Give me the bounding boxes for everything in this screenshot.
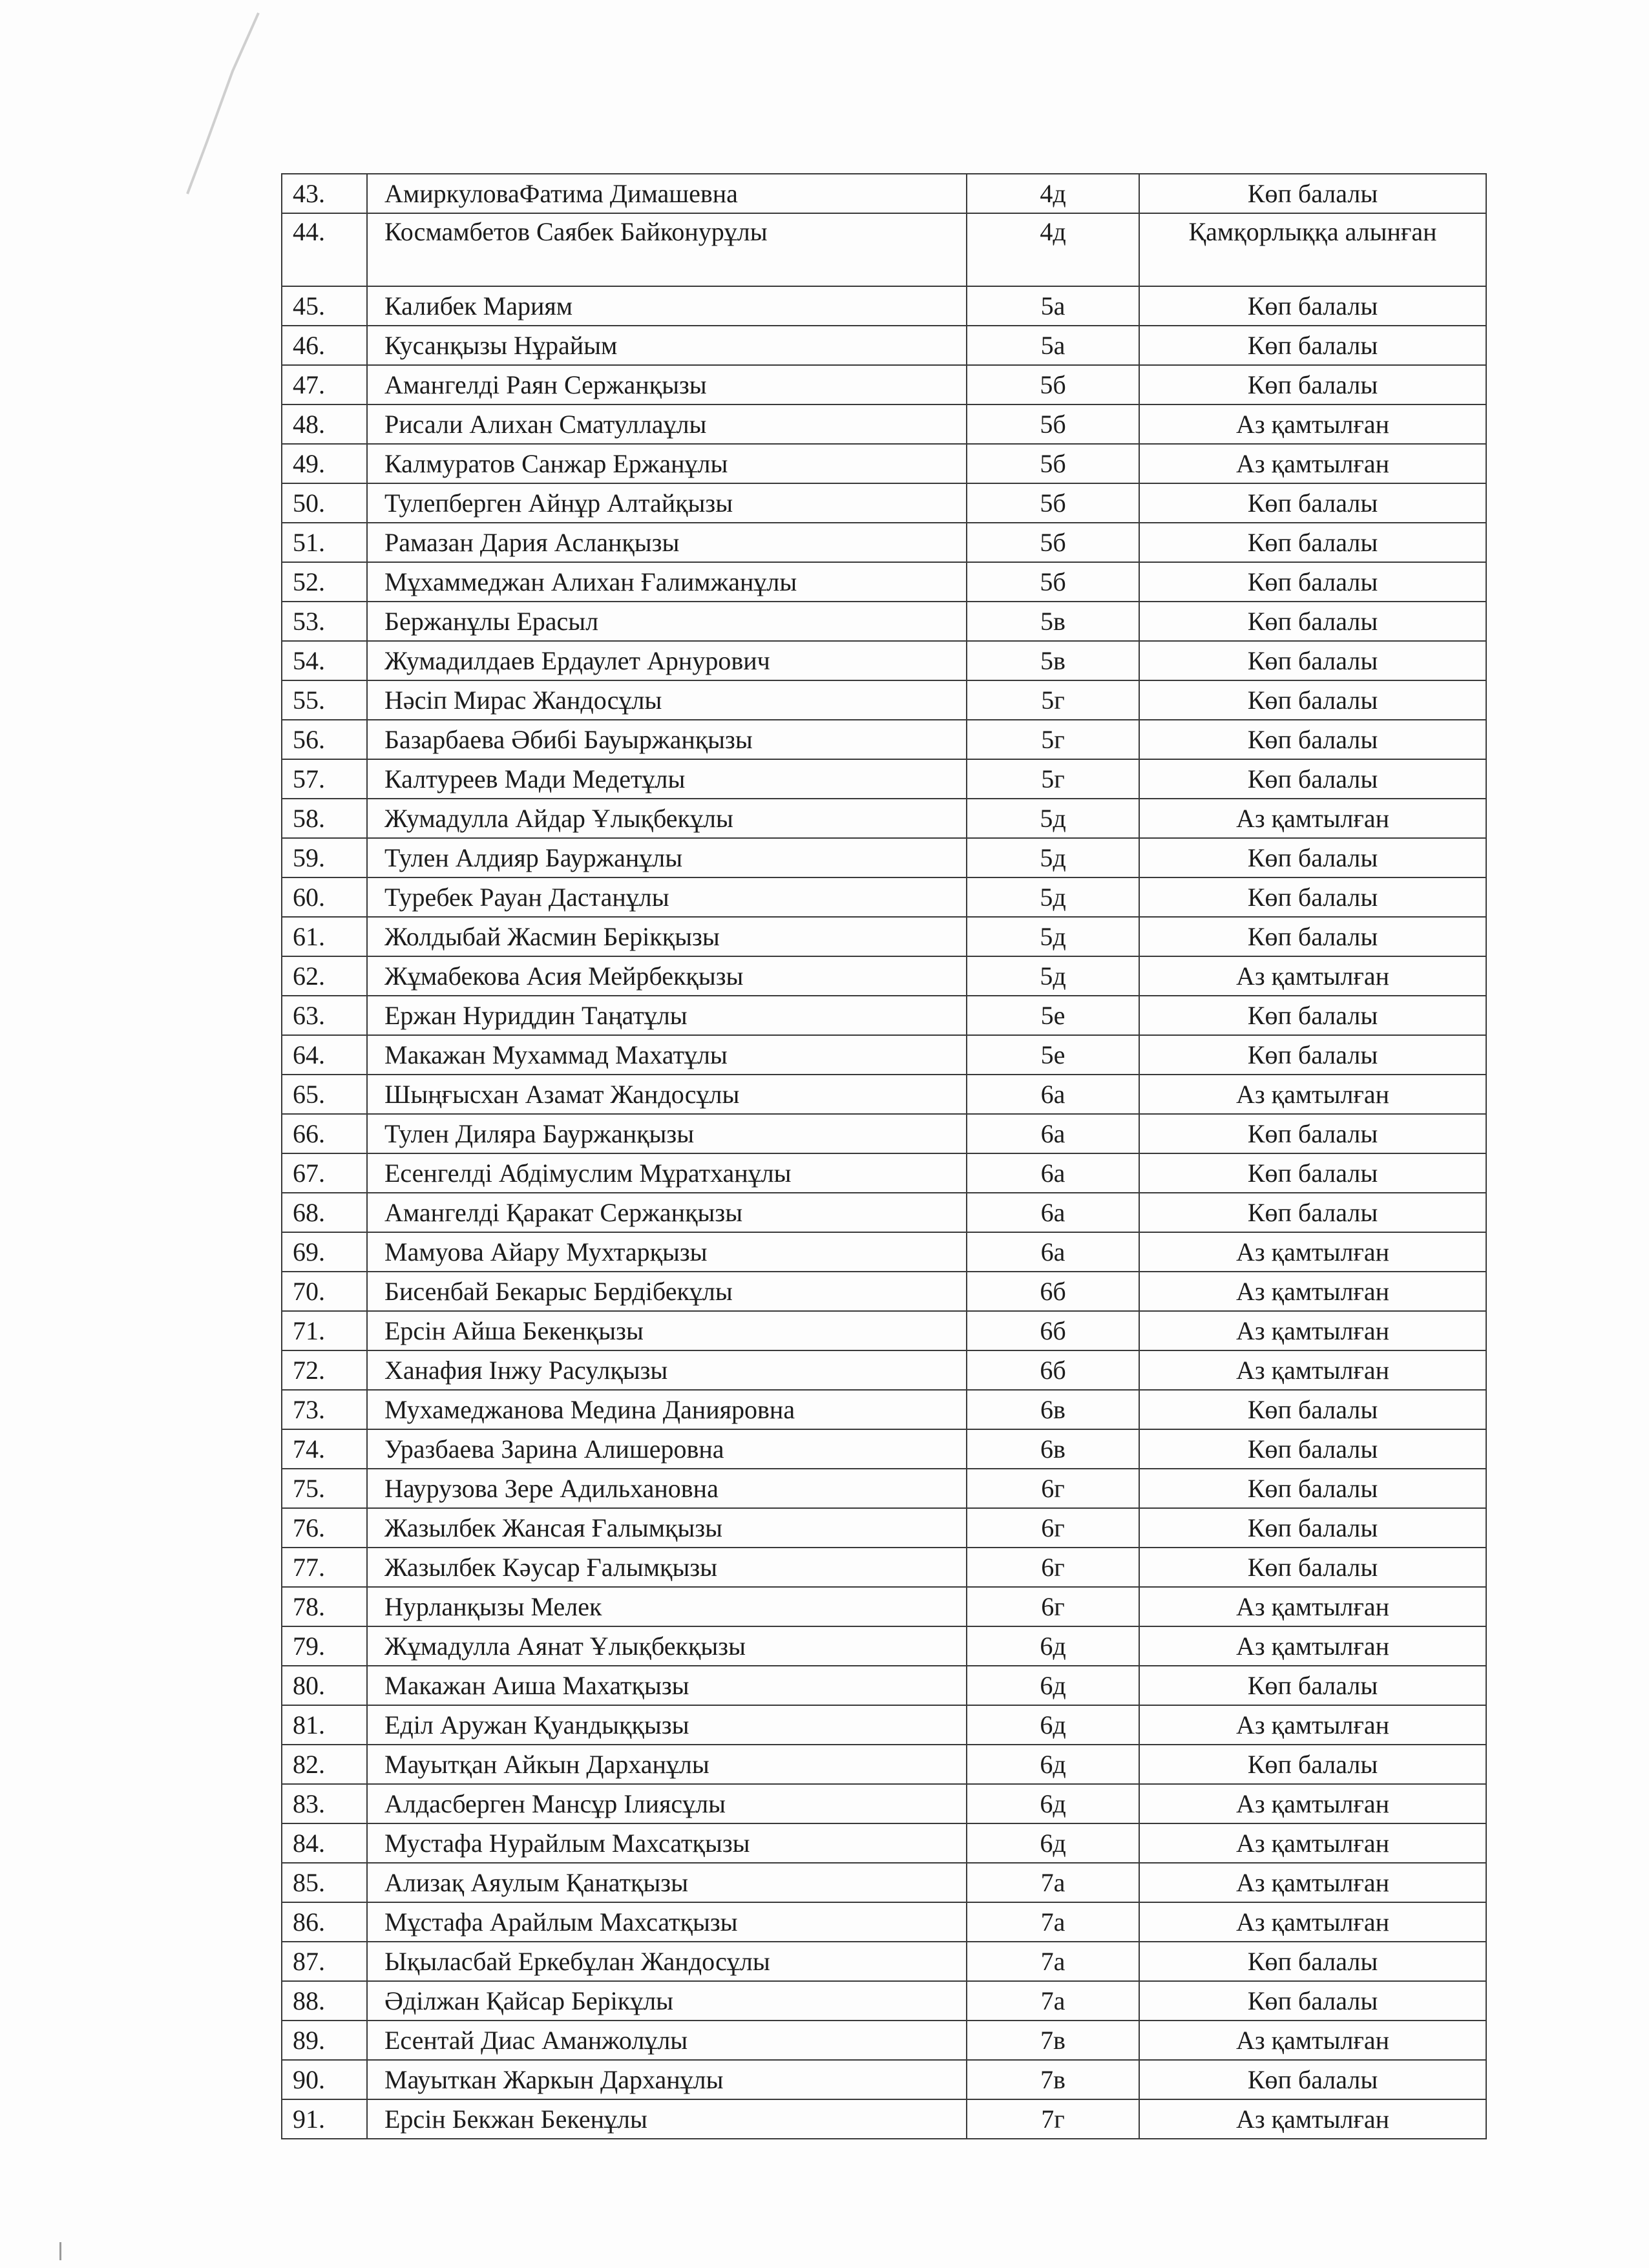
table-row bbox=[282, 1508, 1486, 1548]
row-number: 84. bbox=[282, 1823, 367, 1863]
status-cell: Көп балалы bbox=[1139, 877, 1486, 917]
row-number: 43. bbox=[282, 174, 367, 213]
class-cell: 5е bbox=[967, 1035, 1139, 1075]
row-number: 80. bbox=[282, 1666, 367, 1705]
student-name: Рамазан Дария Асланқызы bbox=[367, 523, 967, 562]
class-cell: 5д bbox=[967, 956, 1139, 996]
table-row bbox=[282, 444, 1486, 483]
status-cell: Аз қамтылған bbox=[1139, 1311, 1486, 1350]
student-name: Есентай Диас Аманжолұлы bbox=[367, 2021, 967, 2060]
status-cell: Көп балалы bbox=[1139, 1548, 1486, 1587]
class-cell: 6а bbox=[967, 1114, 1139, 1153]
row-number: 82. bbox=[282, 1745, 367, 1784]
class-cell: 6г bbox=[967, 1508, 1139, 1548]
row-number: 68. bbox=[282, 1193, 367, 1232]
status-cell: Көп балалы bbox=[1139, 365, 1486, 404]
class-cell: 6а bbox=[967, 1193, 1139, 1232]
table-row bbox=[282, 1745, 1486, 1784]
table-row bbox=[282, 996, 1486, 1035]
table-row bbox=[282, 1942, 1486, 1981]
status-cell: Көп балалы bbox=[1139, 759, 1486, 799]
student-name: Мустафа Нурайлым Махсатқызы bbox=[367, 1823, 967, 1863]
table-row bbox=[282, 286, 1486, 326]
table-row bbox=[282, 174, 1486, 213]
row-number: 52. bbox=[282, 562, 367, 602]
class-cell: 7г bbox=[967, 2099, 1139, 2139]
student-name: Макажан Аиша Махатқызы bbox=[367, 1666, 967, 1705]
row-number: 87. bbox=[282, 1942, 367, 1981]
table-row bbox=[282, 1587, 1486, 1626]
table-row bbox=[282, 1902, 1486, 1942]
table-row bbox=[282, 404, 1486, 444]
table-row bbox=[282, 1035, 1486, 1075]
student-name: Кусанқызы Нұрайым bbox=[367, 326, 967, 365]
status-cell: Көп балалы bbox=[1139, 1390, 1486, 1429]
row-number: 77. bbox=[282, 1548, 367, 1587]
student-name: Ықыласбай Еркебұлан Жандосұлы bbox=[367, 1942, 967, 1981]
class-cell: 6а bbox=[967, 1232, 1139, 1272]
class-cell: 6б bbox=[967, 1311, 1139, 1350]
row-number: 89. bbox=[282, 2021, 367, 2060]
table-row bbox=[282, 641, 1486, 680]
row-number: 76. bbox=[282, 1508, 367, 1548]
row-number: 62. bbox=[282, 956, 367, 996]
row-number: 91. bbox=[282, 2099, 367, 2139]
class-cell: 7а bbox=[967, 1863, 1139, 1902]
class-cell: 5б bbox=[967, 365, 1139, 404]
status-cell: Көп балалы bbox=[1139, 1429, 1486, 1469]
table-row bbox=[282, 562, 1486, 602]
student-name: Туребек Рауан Дастанұлы bbox=[367, 877, 967, 917]
row-number: 69. bbox=[282, 1232, 367, 1272]
status-cell: Көп балалы bbox=[1139, 562, 1486, 602]
status-cell: Көп балалы bbox=[1139, 917, 1486, 956]
status-cell: Қамқорлыққа алынған bbox=[1139, 213, 1486, 286]
class-cell: 5а bbox=[967, 286, 1139, 326]
student-name: Ерсін Бекжан Бекенұлы bbox=[367, 2099, 967, 2139]
student-name: Тулен Алдияр Бауржанұлы bbox=[367, 838, 967, 877]
table-row bbox=[282, 1311, 1486, 1350]
table-row bbox=[282, 1153, 1486, 1193]
status-cell: Көп балалы bbox=[1139, 838, 1486, 877]
row-number: 90. bbox=[282, 2060, 367, 2099]
student-name: Мауыткан Жаркын Дарханұлы bbox=[367, 2060, 967, 2099]
status-cell: Аз қамтылған bbox=[1139, 404, 1486, 444]
status-cell: Көп балалы bbox=[1139, 996, 1486, 1035]
status-cell: Көп балалы bbox=[1139, 2060, 1486, 2099]
student-name: Ерсін Айша Бекенқызы bbox=[367, 1311, 967, 1350]
class-cell: 5а bbox=[967, 326, 1139, 365]
student-name: Нәсіп Мирас Жандосұлы bbox=[367, 680, 967, 720]
student-name: Ержан Нуриддин Таңатұлы bbox=[367, 996, 967, 1035]
status-cell: Аз қамтылған bbox=[1139, 1350, 1486, 1390]
class-cell: 6д bbox=[967, 1705, 1139, 1745]
student-name: Әділжан Қайсар Берікұлы bbox=[367, 1981, 967, 2021]
student-name: Рисали Алихан Сматуллаұлы bbox=[367, 404, 967, 444]
class-cell: 6а bbox=[967, 1075, 1139, 1114]
student-name: Жумадулла Айдар Ұлықбекұлы bbox=[367, 799, 967, 838]
class-cell: 7а bbox=[967, 1902, 1139, 1942]
student-name: Амангелді Раян Сержанқызы bbox=[367, 365, 967, 404]
class-cell: 6д bbox=[967, 1784, 1139, 1823]
status-cell: Көп балалы bbox=[1139, 1114, 1486, 1153]
table-row bbox=[282, 917, 1486, 956]
status-cell: Көп балалы bbox=[1139, 286, 1486, 326]
table-row bbox=[282, 956, 1486, 996]
row-number: 49. bbox=[282, 444, 367, 483]
table-row bbox=[282, 1548, 1486, 1587]
student-name: Есенгелді Абдімуслим Мұратханұлы bbox=[367, 1153, 967, 1193]
student-name: Ализақ Аяулым Қанатқызы bbox=[367, 1863, 967, 1902]
row-number: 45. bbox=[282, 286, 367, 326]
student-name: Базарбаева Әбибі Бауыржанқызы bbox=[367, 720, 967, 759]
student-name: Амангелді Қаракат Сержанқызы bbox=[367, 1193, 967, 1232]
student-name: Тулен Диляра Бауржанқызы bbox=[367, 1114, 967, 1153]
class-cell: 5б bbox=[967, 404, 1139, 444]
student-name: Космамбетов Саябек Байконурұлы bbox=[367, 213, 967, 286]
status-cell: Аз қамтылған bbox=[1139, 1587, 1486, 1626]
class-cell: 6д bbox=[967, 1823, 1139, 1863]
student-name: Ханафия Інжу Расулқызы bbox=[367, 1350, 967, 1390]
table-row bbox=[282, 759, 1486, 799]
table-row bbox=[282, 1193, 1486, 1232]
student-name: Жазылбек Кәусар Ғалымқызы bbox=[367, 1548, 967, 1587]
student-name: Бержанұлы Ерасыл bbox=[367, 602, 967, 641]
row-number: 53. bbox=[282, 602, 367, 641]
student-name: Жұмадулла Аянат Ұлықбекқызы bbox=[367, 1626, 967, 1666]
status-cell: Көп балалы bbox=[1139, 1745, 1486, 1784]
table-row bbox=[282, 1626, 1486, 1666]
row-number: 57. bbox=[282, 759, 367, 799]
row-number: 66. bbox=[282, 1114, 367, 1153]
class-cell: 4д bbox=[967, 174, 1139, 213]
table-row bbox=[282, 720, 1486, 759]
status-cell: Көп балалы bbox=[1139, 523, 1486, 562]
class-cell: 6г bbox=[967, 1469, 1139, 1508]
status-cell: Аз қамтылған bbox=[1139, 1232, 1486, 1272]
table-row bbox=[282, 602, 1486, 641]
class-cell: 6г bbox=[967, 1548, 1139, 1587]
row-number: 72. bbox=[282, 1350, 367, 1390]
class-cell: 5б bbox=[967, 444, 1139, 483]
table-body bbox=[282, 174, 1486, 2139]
row-number: 81. bbox=[282, 1705, 367, 1745]
row-number: 88. bbox=[282, 1981, 367, 2021]
status-cell: Аз қамтылған bbox=[1139, 799, 1486, 838]
student-name: Уразбаева Зарина Алишеровна bbox=[367, 1429, 967, 1469]
row-number: 48. bbox=[282, 404, 367, 444]
row-number: 61. bbox=[282, 917, 367, 956]
table-row bbox=[282, 1390, 1486, 1429]
status-cell: Аз қамтылған bbox=[1139, 1823, 1486, 1863]
class-cell: 5б bbox=[967, 523, 1139, 562]
student-name: Калмуратов Санжар Ержанұлы bbox=[367, 444, 967, 483]
row-number: 83. bbox=[282, 1784, 367, 1823]
row-number: 74. bbox=[282, 1429, 367, 1469]
row-number: 67. bbox=[282, 1153, 367, 1193]
table-row bbox=[282, 1469, 1486, 1508]
class-cell: 5б bbox=[967, 483, 1139, 523]
row-number: 85. bbox=[282, 1863, 367, 1902]
student-name: Мухамеджанова Медина Данияровна bbox=[367, 1390, 967, 1429]
status-cell: Көп балалы bbox=[1139, 1035, 1486, 1075]
class-cell: 5д bbox=[967, 917, 1139, 956]
status-cell: Көп балалы bbox=[1139, 1193, 1486, 1232]
class-cell: 5г bbox=[967, 720, 1139, 759]
class-cell: 5д bbox=[967, 838, 1139, 877]
row-number: 71. bbox=[282, 1311, 367, 1350]
status-cell: Көп балалы bbox=[1139, 1981, 1486, 2021]
student-name: Тулепберген Айнұр Алтайқызы bbox=[367, 483, 967, 523]
table-row bbox=[282, 799, 1486, 838]
table-row bbox=[282, 1272, 1486, 1311]
table-row bbox=[282, 877, 1486, 917]
row-number: 86. bbox=[282, 1902, 367, 1942]
status-cell: Көп балалы bbox=[1139, 1469, 1486, 1508]
row-number: 73. bbox=[282, 1390, 367, 1429]
row-number: 50. bbox=[282, 483, 367, 523]
table-row bbox=[282, 483, 1486, 523]
row-number: 60. bbox=[282, 877, 367, 917]
status-cell: Аз қамтылған bbox=[1139, 1626, 1486, 1666]
row-number: 59. bbox=[282, 838, 367, 877]
student-name: Еділ Аружан Қуандыққызы bbox=[367, 1705, 967, 1745]
status-cell: Көп балалы bbox=[1139, 1942, 1486, 1981]
table-row bbox=[282, 2021, 1486, 2060]
row-number: 46. bbox=[282, 326, 367, 365]
class-cell: 5б bbox=[967, 562, 1139, 602]
class-cell: 5д bbox=[967, 799, 1139, 838]
row-number: 56. bbox=[282, 720, 367, 759]
table-row bbox=[282, 1981, 1486, 2021]
row-number: 65. bbox=[282, 1075, 367, 1114]
class-cell: 7в bbox=[967, 2021, 1139, 2060]
class-cell: 6в bbox=[967, 1390, 1139, 1429]
class-cell: 6д bbox=[967, 1745, 1139, 1784]
student-name: АмиркуловаФатима Димашевна bbox=[367, 174, 967, 213]
table-row bbox=[282, 1075, 1486, 1114]
student-name: Нурланқызы Мелек bbox=[367, 1587, 967, 1626]
student-name: Мұхаммеджан Алихан Ғалимжанұлы bbox=[367, 562, 967, 602]
student-name: Алдасберген Мансұр Ілиясұлы bbox=[367, 1784, 967, 1823]
row-number: 47. bbox=[282, 365, 367, 404]
status-cell: Аз қамтылған bbox=[1139, 1272, 1486, 1311]
table-row bbox=[282, 365, 1486, 404]
class-cell: 4д bbox=[967, 213, 1139, 286]
row-number: 54. bbox=[282, 641, 367, 680]
class-cell: 5г bbox=[967, 759, 1139, 799]
status-cell: Көп балалы bbox=[1139, 720, 1486, 759]
class-cell: 5в bbox=[967, 641, 1139, 680]
student-name: Макажан Мухаммад Махатұлы bbox=[367, 1035, 967, 1075]
class-cell: 5г bbox=[967, 680, 1139, 720]
student-name: Жұмабекова Асия Мейрбекқызы bbox=[367, 956, 967, 996]
table-row bbox=[282, 1350, 1486, 1390]
table-row bbox=[282, 1666, 1486, 1705]
table-row bbox=[282, 1429, 1486, 1469]
status-cell: Көп балалы bbox=[1139, 326, 1486, 365]
row-number: 78. bbox=[282, 1587, 367, 1626]
row-number: 64. bbox=[282, 1035, 367, 1075]
status-cell: Аз қамтылған bbox=[1139, 1075, 1486, 1114]
status-cell: Көп балалы bbox=[1139, 1666, 1486, 1705]
class-cell: 5е bbox=[967, 996, 1139, 1035]
class-cell: 6в bbox=[967, 1429, 1139, 1469]
status-cell: Көп балалы bbox=[1139, 680, 1486, 720]
status-cell: Көп балалы bbox=[1139, 602, 1486, 641]
status-cell: Көп балалы bbox=[1139, 641, 1486, 680]
student-name: Жолдыбай Жасмин Берікқызы bbox=[367, 917, 967, 956]
table-row bbox=[282, 2099, 1486, 2139]
student-name: Жумадилдаев Ердаулет Арнурович bbox=[367, 641, 967, 680]
student-name: Жазылбек Жансая Ғалымқызы bbox=[367, 1508, 967, 1548]
table-row bbox=[282, 326, 1486, 365]
status-cell: Аз қамтылған bbox=[1139, 444, 1486, 483]
student-name: Мауытқан Айкын Дарханұлы bbox=[367, 1745, 967, 1784]
table-row bbox=[282, 1863, 1486, 1902]
status-cell: Көп балалы bbox=[1139, 174, 1486, 213]
status-cell: Аз қамтылған bbox=[1139, 956, 1486, 996]
table-row bbox=[282, 2060, 1486, 2099]
class-cell: 5д bbox=[967, 877, 1139, 917]
class-cell: 5в bbox=[967, 602, 1139, 641]
student-name: Шыңғысхан Азамат Жандосұлы bbox=[367, 1075, 967, 1114]
row-number: 79. bbox=[282, 1626, 367, 1666]
row-number: 44. bbox=[282, 213, 367, 286]
class-cell: 7в bbox=[967, 2060, 1139, 2099]
class-cell: 6б bbox=[967, 1350, 1139, 1390]
student-name: Наурузова Зере Адильхановна bbox=[367, 1469, 967, 1508]
class-cell: 6д bbox=[967, 1666, 1139, 1705]
status-cell: Аз қамтылған bbox=[1139, 1902, 1486, 1942]
student-name: Мұстафа Арайлым Махсатқызы bbox=[367, 1902, 967, 1942]
status-cell: Көп балалы bbox=[1139, 483, 1486, 523]
class-cell: 6б bbox=[967, 1272, 1139, 1311]
table-row bbox=[282, 1705, 1486, 1745]
status-cell: Аз қамтылған bbox=[1139, 2099, 1486, 2139]
student-name: Бисенбай Бекарыс Бердібекұлы bbox=[367, 1272, 967, 1311]
status-cell: Аз қамтылған bbox=[1139, 1863, 1486, 1902]
table-row bbox=[282, 1232, 1486, 1272]
student-name: Калтуреев Мади Медетұлы bbox=[367, 759, 967, 799]
student-table bbox=[281, 173, 1487, 2139]
row-number: 55. bbox=[282, 680, 367, 720]
row-number: 63. bbox=[282, 996, 367, 1035]
table-row bbox=[282, 1784, 1486, 1823]
row-number: 51. bbox=[282, 523, 367, 562]
class-cell: 6а bbox=[967, 1153, 1139, 1193]
class-cell: 7а bbox=[967, 1942, 1139, 1981]
status-cell: Аз қамтылған bbox=[1139, 1705, 1486, 1745]
student-name: Калибек Мариям bbox=[367, 286, 967, 326]
status-cell: Аз қамтылған bbox=[1139, 2021, 1486, 2060]
table-row bbox=[282, 523, 1486, 562]
status-cell: Көп балалы bbox=[1139, 1508, 1486, 1548]
class-cell: 7а bbox=[967, 1981, 1139, 2021]
row-number: 75. bbox=[282, 1469, 367, 1508]
table-row bbox=[282, 213, 1486, 286]
row-number: 58. bbox=[282, 799, 367, 838]
table-row bbox=[282, 1114, 1486, 1153]
status-cell: Аз қамтылған bbox=[1139, 1784, 1486, 1823]
table-row bbox=[282, 680, 1486, 720]
status-cell: Көп балалы bbox=[1139, 1153, 1486, 1193]
margin-mark bbox=[59, 2242, 61, 2260]
class-cell: 6г bbox=[967, 1587, 1139, 1626]
table-row bbox=[282, 838, 1486, 877]
row-number: 70. bbox=[282, 1272, 367, 1311]
table-row bbox=[282, 1823, 1486, 1863]
student-name: Мамуова Айару Мухтарқызы bbox=[367, 1232, 967, 1272]
class-cell: 6д bbox=[967, 1626, 1139, 1666]
